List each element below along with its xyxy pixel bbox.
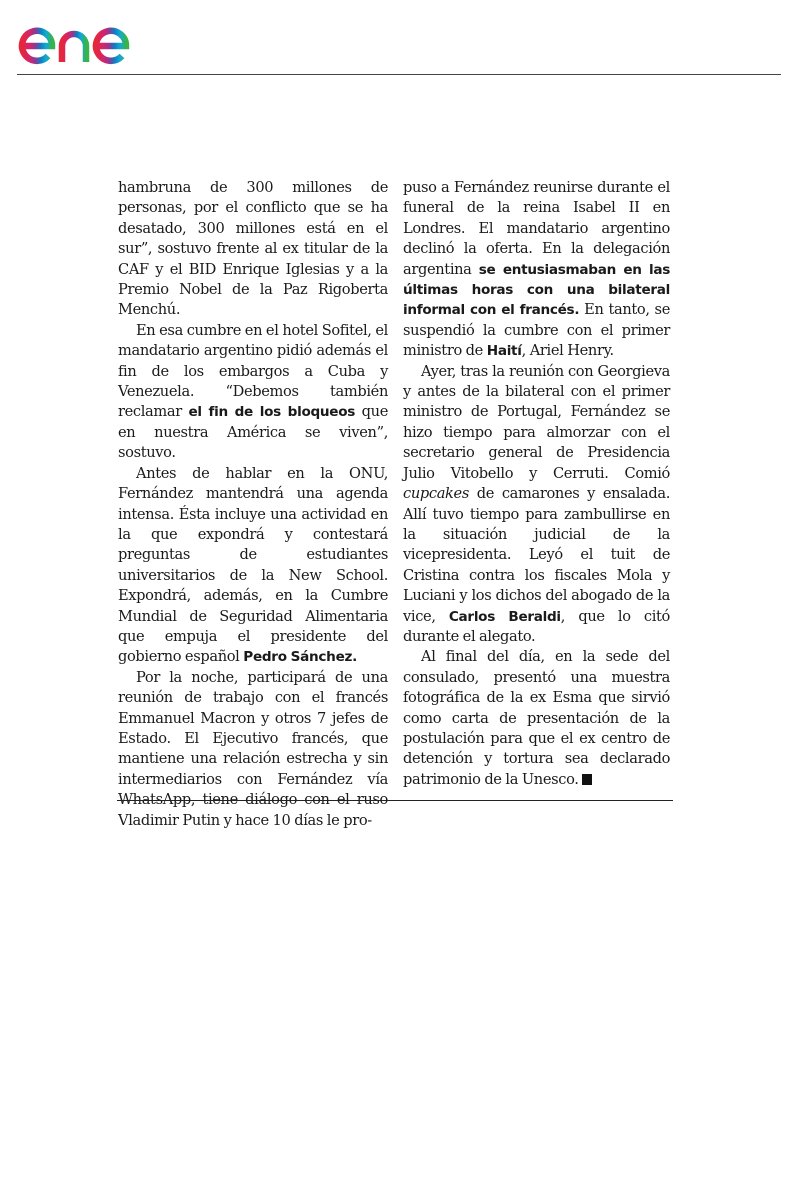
- bold-text: Haití: [486, 343, 522, 360]
- text-run: En tanto, se suspendió la cumbre con el primer ministro de: [403, 301, 670, 360]
- bold-text: se entusiasmaban en las últimas horas con una bilateral informal con el francés.: [403, 261, 671, 319]
- text-run: de camarones y ensalada. Allí tuvo tiempo para zambullirse en la situación judicial de la vicepresidenta. Leyó el tuit de Cristina contra los fiscales Mola y Luciani y los dichos del abogado de la vice,: [403, 485, 670, 625]
- text-run: puso a Fernández reunirse durante el funeral de la reina Isabel II en Londres. El mandatario argentino declinó la oferta. En la delegación argentina: [403, 179, 670, 278]
- text-run: Al final del día, en la sede del consulado, presentó una muestra fotográfica de la ex Esma que sirvió como carta de presentación de la postulación para que el ex centro de detención y tortura sea declarado patrimonio de la Unesco.: [403, 648, 670, 788]
- text-run: , Ariel Henry.: [521, 342, 614, 360]
- article-paragraph: [118, 464, 388, 668]
- text-run: que en nuestra América se viven”, sostuvo.: [118, 403, 388, 462]
- article-paragraph: [118, 668, 388, 831]
- text-run: , que lo citó durante el alegato.: [403, 607, 670, 645]
- header-divider: [17, 74, 781, 75]
- article-column-left: [118, 178, 388, 831]
- bold-text: Pedro Sánchez.: [243, 649, 357, 666]
- text-run: hambruna de 300 millones de personas, por el conflicto que se ha desatado, 300 millones está en el sur”, sostuvo frente al ex titular de la CAF y el BID Enrique Iglesias y a la Premio Nobel de la Paz Rigoberta Menchú.: [118, 179, 388, 319]
- enel-logo-graphic: [18, 8, 178, 68]
- text-run: En esa cumbre en el hotel Sofitel, el mandatario argentino pidió además el fin de los embargos a Cuba y Venezuela. “Debemos también reclamar: [118, 321, 388, 421]
- article-column-right: [403, 178, 670, 790]
- logo-text: [18, 68, 19, 69]
- text-run: Antes de hablar en la ONU, Fernández mantendrá una agenda intensa. Ésta incluye una actividad en la que expondrá y contestará preguntas de estudiantes universitarios de la New School. Expondrá, además, en la Cumbre Mundial de Seguridad Alimentaria que empuja el presidente del gobierno español: [118, 464, 388, 666]
- end-of-article-mark: [582, 774, 592, 785]
- article-paragraph: [403, 647, 670, 790]
- enel-logo: [18, 8, 178, 68]
- bold-text: el fin de los bloqueos: [188, 404, 356, 421]
- italic-text: cupcakes: [403, 485, 469, 503]
- article-end-divider: [117, 800, 673, 801]
- article-paragraph: [403, 362, 670, 648]
- text-run: Por la noche, participará de una reunión de trabajo con el francés Emmanuel Macron y otros 7 jefes de Estado. El Ejecutivo francés, que mantiene una relación estrecha y sin intermediarios con Fernández vía WhatsApp, tiene diálogo con el ruso Vladimir Putin y hace 10 días le pro-: [118, 668, 388, 829]
- article-paragraph: [403, 178, 670, 362]
- text-run: Ayer, tras la reunión con Georgieva y antes de la bilateral con el primer ministro de Portugal, Fernández se hizo tiempo para almorzar con el secretario general de Presidencia Julio Vitobello y Cerruti. Comió: [403, 362, 670, 482]
- bold-text: Carlos Beraldi: [448, 608, 561, 625]
- article-paragraph: [118, 178, 388, 321]
- article-paragraph: [118, 321, 388, 464]
